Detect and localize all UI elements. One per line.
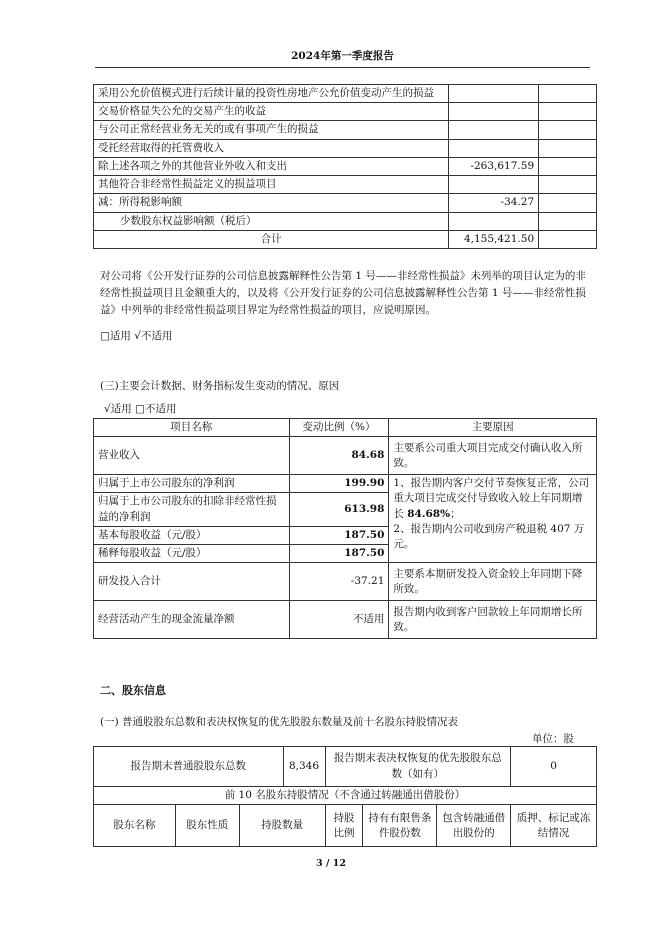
- item-cell: 与公司正常经营业务无关的或有事项产生的损益: [94, 121, 449, 139]
- table-row: [94, 176, 597, 194]
- table-row-total: [94, 230, 597, 248]
- table-row: [94, 157, 597, 175]
- amount-cell: [449, 176, 539, 194]
- reason-cell: 报告期内收到客户回款较上年同期增长所致。: [389, 601, 597, 639]
- unit-label: 单位：股: [532, 733, 574, 745]
- amount-cell: [449, 103, 539, 121]
- table-row: [94, 787, 597, 805]
- header-cell: 项目名称: [94, 419, 290, 437]
- amount-cell: -263,617.59: [449, 157, 539, 175]
- applicability-note: □适用 √不适用: [100, 330, 173, 342]
- applicability-note: √适用 □不适用: [104, 403, 177, 415]
- amount-cell: [449, 85, 539, 103]
- indicator-change-table: [93, 418, 597, 639]
- table-row: [94, 601, 597, 639]
- table-row: [94, 85, 597, 103]
- table-row: [94, 121, 597, 139]
- item-cell: 受托经营取得的托管费收入: [94, 139, 449, 157]
- amount-cell: -34.27: [449, 194, 539, 212]
- header-cell: 包含转融通借出股份的: [437, 805, 511, 847]
- reason-text: 2、报告期内公司收到房产税退税 407 万元。: [393, 522, 585, 551]
- table-row: [94, 437, 597, 475]
- header-cell: 持股比例: [325, 805, 363, 847]
- item-cell: 归属于上市公司股东的扣除非经常性损益的净利润: [94, 493, 290, 526]
- item-cell: 营业收入: [94, 437, 290, 475]
- top10-title-cell: 前 10 名股东持股情况（不含通过转融通出借股份）: [94, 787, 597, 805]
- item-cell: 交易价格显失公允的交易产生的收益: [94, 103, 449, 121]
- table-row: [94, 475, 597, 493]
- item-cell: 经营活动产生的现金流量净额: [94, 601, 290, 639]
- pref-value-cell: 0: [511, 747, 597, 787]
- amount-cell: [449, 121, 539, 139]
- total-label-cell: 报告期末普通股股东总数: [94, 747, 284, 787]
- table-row: [94, 212, 597, 230]
- note-cell: [539, 176, 597, 194]
- section-subtitle: (一) 普通股股东总数和表决权恢复的优先股股东数量及前十名股东持股情况表: [100, 716, 459, 728]
- ratio-cell: 不适用: [289, 601, 389, 639]
- table-row: [94, 103, 597, 121]
- reason-cell: [389, 475, 597, 563]
- page-header: 2024年第一季度报告: [95, 48, 590, 68]
- item-cell: 除上述各项之外的其他营业外收入和支出: [94, 157, 449, 175]
- ratio-cell: 84.68: [289, 437, 389, 475]
- table-header-row: [94, 805, 597, 847]
- amount-cell: [449, 139, 539, 157]
- item-cell: 少数股东权益影响额（税后）: [94, 212, 449, 230]
- item-cell: 采用公允价值模式进行后续计量的投资性房地产公允价值变动产生的损益: [94, 85, 449, 103]
- ratio-cell: 187.50: [289, 545, 389, 563]
- header-cell: 持有有限售条件股份数: [363, 805, 437, 847]
- total-value-cell: 8,346: [283, 747, 325, 787]
- note-cell: [539, 157, 597, 175]
- note-cell: [539, 230, 597, 248]
- amount-cell: 4,155,421.50: [449, 230, 539, 248]
- header-cell: 股东名称: [94, 805, 176, 847]
- item-cell: 合计: [94, 230, 449, 248]
- nonrecurring-gains-table: [93, 84, 597, 249]
- section-title: 二、股东信息: [100, 684, 166, 697]
- item-cell: 归属于上市公司股东的净利润: [94, 475, 290, 493]
- ratio-cell: 199.90: [289, 475, 389, 493]
- note-cell: [539, 139, 597, 157]
- amount-cell: [449, 212, 539, 230]
- note-cell: [539, 194, 597, 212]
- reason-cell: 主要系本期研发投入资金较上年同期下降所致。: [389, 563, 597, 601]
- ratio-cell: -37.21: [289, 563, 389, 601]
- header-cell: 持股数量: [239, 805, 325, 847]
- header-cell: 质押、标记或冻结情况: [511, 805, 597, 847]
- table-row: [94, 194, 597, 212]
- table-header-row: [94, 419, 597, 437]
- item-cell: 其他符合非经常性损益定义的损益项目: [94, 176, 449, 194]
- item-cell: 基本每股收益（元/股）: [94, 526, 290, 544]
- section-heading: (三)主要会计数据、财务指标发生变动的情况、原因: [100, 380, 340, 392]
- note-cell: [539, 212, 597, 230]
- pref-label-cell: 报告期末表决权恢复的优先股股东总数（如有）: [325, 747, 511, 787]
- item-cell: 减：所得税影响额: [94, 194, 449, 212]
- table-row: [94, 747, 597, 787]
- ratio-cell: 187.50: [289, 526, 389, 544]
- note-cell: [539, 103, 597, 121]
- reason-text: 1、报告期内客户交付节奏恢复正常，公司重大项目完成交付导致收入较上年同期增长 84.68%；: [393, 477, 590, 520]
- header-cell: 变动比例（%）: [289, 419, 389, 437]
- note-cell: [539, 85, 597, 103]
- table-row: [94, 563, 597, 601]
- shareholder-table: [93, 746, 597, 847]
- item-cell: 研发投入合计: [94, 563, 290, 601]
- header-cell: 主要原因: [389, 419, 597, 437]
- item-cell: 稀释每股收益（元/股）: [94, 545, 290, 563]
- note-cell: [539, 121, 597, 139]
- reason-cell: 主要系公司重大项目完成交付确认收入所致。: [389, 437, 597, 475]
- ratio-cell: 613.98: [289, 493, 389, 526]
- header-cell: 股东性质: [175, 805, 239, 847]
- page-number: 3 / 12: [316, 858, 346, 869]
- explanation-paragraph: 对公司将《公开发行证券的公司信息披露解释性公告第 1 号——非经常性损益》未列举的项目认定为的非经常性损益项目且金额重大的，以及将《公开发行证券的公司信息披露解释性公告第 1 号——非经常性损益》中列举的非经常性损益项目界定为经常性损益的项目，应说明原因。: [100, 270, 586, 316]
- table-row: [94, 139, 597, 157]
